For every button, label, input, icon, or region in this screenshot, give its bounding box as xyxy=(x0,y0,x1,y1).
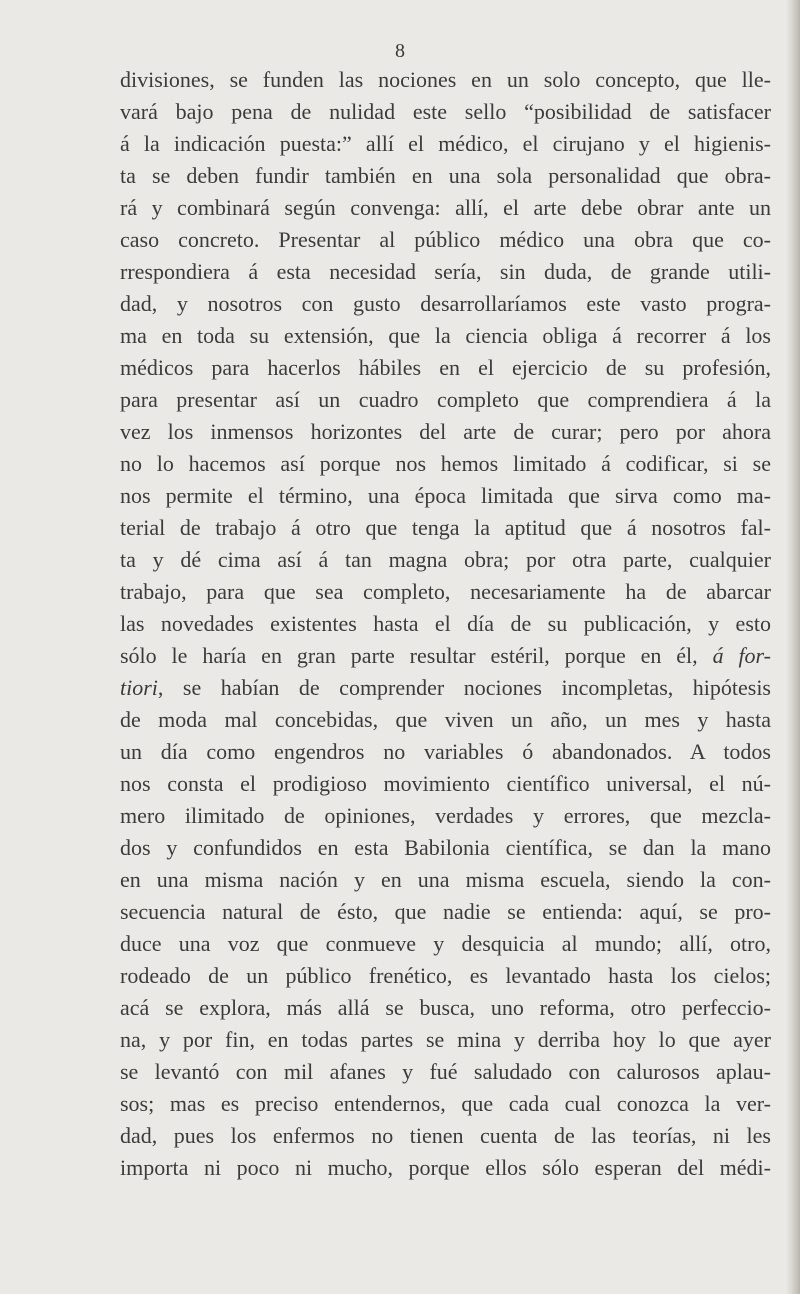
text-line: duce una voz que conmueve y desquicia al mundo; allí, otro, xyxy=(120,931,771,956)
text-line: un día como engendros no variables ó abandonados. A todos xyxy=(120,739,771,764)
text-line: vará bajo pena de nulidad este sello “posibilidad de satisfacer xyxy=(120,99,771,124)
text-line: de moda mal concebidas, que viven un año, un mes y hasta xyxy=(120,707,771,732)
body-text xyxy=(120,64,771,1184)
text-line: dos y confundidos en esta Babilonia científica, se dan la mano xyxy=(120,835,771,860)
text-line: las novedades existentes hasta el día de su publicación, y esto xyxy=(120,611,771,636)
text-line: divisiones, se funden las nociones en un solo concepto, que lle- xyxy=(120,67,771,92)
text-line: no lo hacemos así porque nos hemos limitado á codificar, si se xyxy=(120,451,771,476)
text-line: importa ni poco ni mucho, porque ellos sólo esperan del médi- xyxy=(120,1155,771,1180)
text-line: sos; mas es preciso entendernos, que cada cual conozca la ver- xyxy=(120,1091,771,1116)
page-number: 8 xyxy=(395,40,405,62)
text-line: na, y por fin, en todas partes se mina y derriba hoy lo que ayer xyxy=(120,1027,771,1052)
text-line: ta y dé cima así á tan magna obra; por otra parte, cualquier xyxy=(120,547,771,572)
italic-text: tiori xyxy=(120,675,158,700)
text-line: para presentar así un cuadro completo que comprendiera á la xyxy=(120,387,771,412)
text-line: ma en toda su extensión, que la ciencia obliga á recorrer á los xyxy=(120,323,771,348)
text-line: rá y combinará según convenga: allí, el arte debe obrar ante un xyxy=(120,195,771,220)
text-line: dad, pues los enfermos no tienen cuenta de las teorías, ni les xyxy=(120,1123,771,1148)
text-line: sólo le haría en gran parte resultar estéril, porque en él, á for- xyxy=(120,643,772,668)
text-line: se levantó con mil afanes y fué saludado con calurosos aplau- xyxy=(120,1059,771,1084)
text-line: á la indicación puesta:” allí el médico, el cirujano y el higienis- xyxy=(120,131,771,156)
text-line: tiori, se habían de comprender nociones incompletas, hipótesis xyxy=(120,675,771,700)
italic-text: á for- xyxy=(712,643,772,668)
text-line: ta se deben fundir también en una sola personalidad que obra- xyxy=(120,163,771,188)
text-line: vez los inmensos horizontes del arte de curar; pero por ahora xyxy=(120,419,771,444)
text-line: acá se explora, más allá se busca, uno reforma, otro perfeccio- xyxy=(120,995,771,1020)
text-line: terial de trabajo á otro que tenga la aptitud que á nosotros fal- xyxy=(120,515,771,540)
text-line: médicos para hacerlos hábiles en el ejercicio de su profesión, xyxy=(120,355,771,380)
text-line: trabajo, para que sea completo, necesariamente ha de abarcar xyxy=(120,579,771,604)
page-edge-shadow xyxy=(786,0,800,1294)
text-line: rodeado de un público frenético, es levantado hasta los cielos; xyxy=(120,963,771,988)
text-line: caso concreto. Presentar al público médico una obra que co- xyxy=(120,227,771,252)
text-line: en una misma nación y en una misma escuela, siendo la con- xyxy=(120,867,771,892)
text-line: dad, y nosotros con gusto desarrollaríamos este vasto progra- xyxy=(120,291,771,316)
text-line: secuencia natural de ésto, que nadie se entienda: aquí, se pro- xyxy=(120,899,771,924)
text-line: nos consta el prodigioso movimiento científico universal, el nú- xyxy=(120,771,771,796)
text-line: nos permite el término, una época limitada que sirva como ma- xyxy=(120,483,771,508)
text-line: rrespondiera á esta necesidad sería, sin duda, de grande utili- xyxy=(120,259,771,284)
text-line: mero ilimitado de opiniones, verdades y errores, que mezcla- xyxy=(120,803,771,828)
